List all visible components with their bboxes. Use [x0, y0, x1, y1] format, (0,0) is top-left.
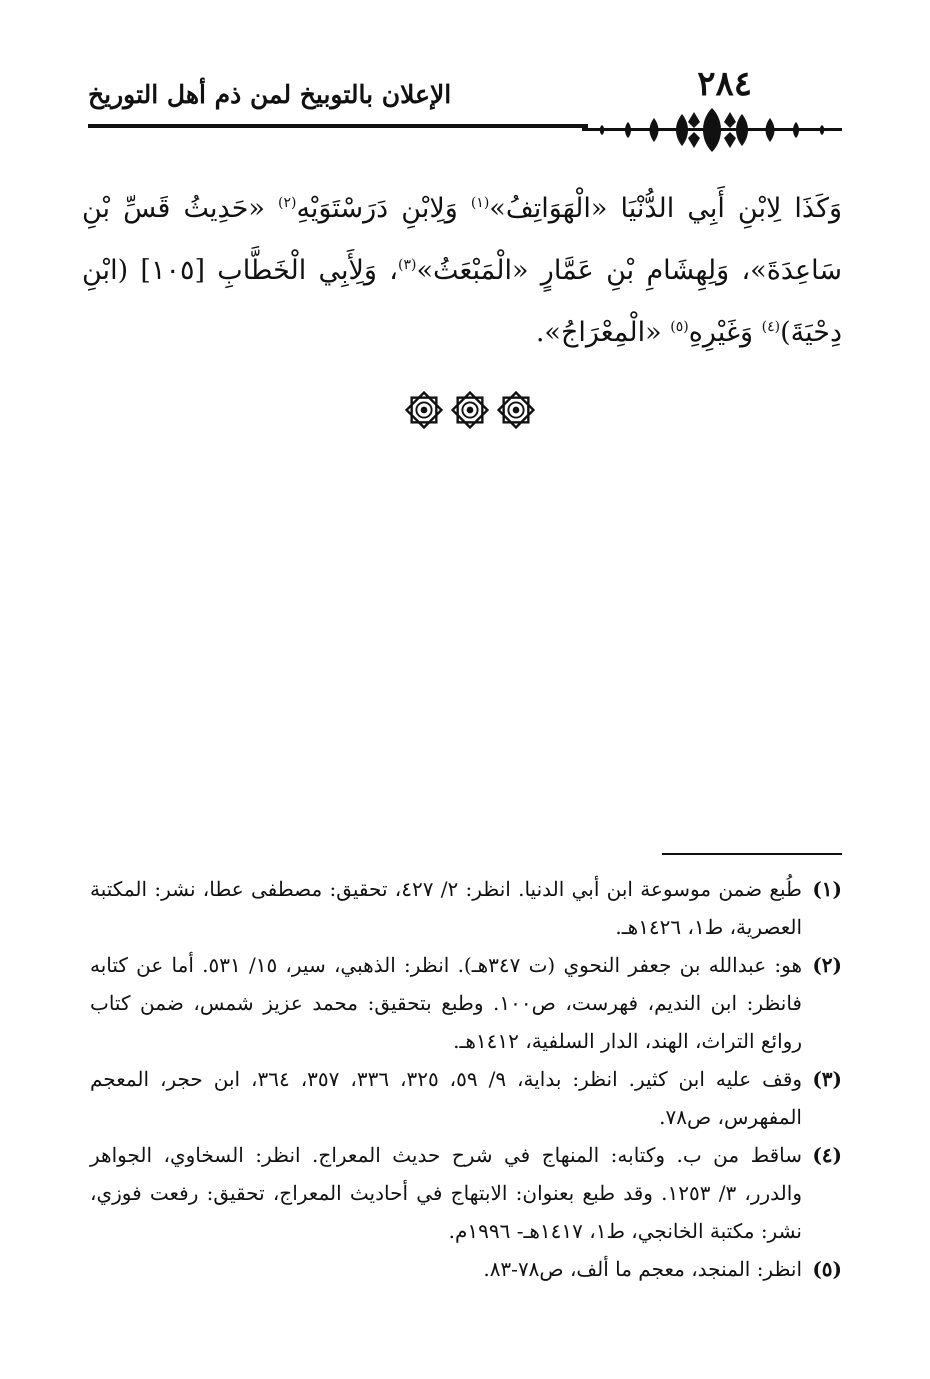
eight-point-star-icon	[405, 391, 443, 429]
footnote-ref: (٥)	[670, 319, 689, 335]
main-text-segment: ، وَلِأَبِي الْخَطَّابِ [١٠٥] (ابْنِ دِحْيَةَ)	[82, 255, 842, 348]
eight-point-star-icon	[497, 391, 535, 429]
main-text-segment: «الْمِعْرَاجُ».	[535, 317, 671, 348]
footnotes	[90, 870, 842, 1288]
running-title: الإعلان بالتوبيخ لمن ذم أهل التوريخ	[88, 80, 452, 109]
footnote-ref: (٤)	[761, 319, 781, 335]
arabesque-border-icon	[582, 104, 842, 156]
footnote-ref: (١)	[470, 195, 490, 211]
footnote-number: (١)	[812, 877, 842, 901]
main-text-segment: وَكَذَا لِابْنِ أَبِي الدُّنْيَا «الْهَوَاتِفُ»	[489, 193, 842, 224]
footnote-number: (٢)	[812, 953, 842, 977]
footnote-text: هو: عبدالله بن جعفر النحوي (ت ٣٤٧هـ). انظر: الذهبي، سير، ١٥/ ٥٣١. أما عن كتابه فانظر: ابن النديم، فهرست، ص١٠٠. وطبع بتحقيق: محمد عزيز شمس، ضمن كتاب روائع التراث، الهند، الدار السلفية، ١٤١٢هـ.	[90, 953, 803, 1053]
eight-point-star-icon	[451, 391, 489, 429]
footnote-text: طُبع ضمن موسوعة ابن أبي الدنيا. انظر: ٢/ ٤٢٧، تحقيق: مصطفى عطا، نشر: المكتبة العصرية، ط١، ١٤٢٦هـ.	[90, 877, 802, 939]
footnote-text: وقف عليه ابن كثير. انظر: بداية، ٩/ ٥٩، ٣٢٥، ٣٣٦، ٣٥٧، ٣٦٤، ابن حجر، المعجم المفهرس، ص٧٨.	[90, 1067, 803, 1129]
main-text-segment: وَغَيْرِهِ	[688, 317, 762, 348]
footnote-text: انظر: المنجد، معجم ما ألف، ص٧٨-٨٣.	[483, 1257, 802, 1281]
main-text	[82, 178, 842, 364]
footnote-ref: (٢)	[277, 195, 297, 211]
main-text-segment: وَلِابْنِ دَرَسْتَوَيْهِ	[296, 193, 471, 224]
footnote	[90, 1060, 842, 1136]
page-number: ٢٨٤	[697, 64, 752, 104]
footnote	[90, 1250, 842, 1288]
header-rule	[88, 124, 588, 128]
main-text-segment: «حَدِيثُ قَسِّ بْنِ سَاعِدَةَ»، وَلِهِشَامِ بْنِ عَمَّارٍ «الْمَبْعَثُ»	[82, 193, 842, 286]
footnote	[90, 870, 842, 946]
footnote-text: ساقط من ب. وكتابه: المنهاج في شرح حديث المعراج. انظر: السخاوي، الجواهر والدرر، ٣/ ١٢٥٣. وقد طبع بعنوان: الابتهاج في أحاديث المعراج، تحقيق: رفعت فوزي، نشر: مكتبة الخانجي، ط١، ١٤١٧هـ- ١٩٩٦م.	[90, 1143, 802, 1243]
footnote-number: (٤)	[812, 1143, 842, 1167]
footnote-ref: (٣)	[397, 257, 417, 273]
footnote-number: (٥)	[812, 1257, 842, 1281]
footnote-rule	[662, 853, 842, 855]
footnote	[90, 1136, 842, 1250]
footnote-number: (٣)	[812, 1067, 842, 1091]
section-divider	[405, 384, 535, 436]
footnote	[90, 946, 842, 1060]
